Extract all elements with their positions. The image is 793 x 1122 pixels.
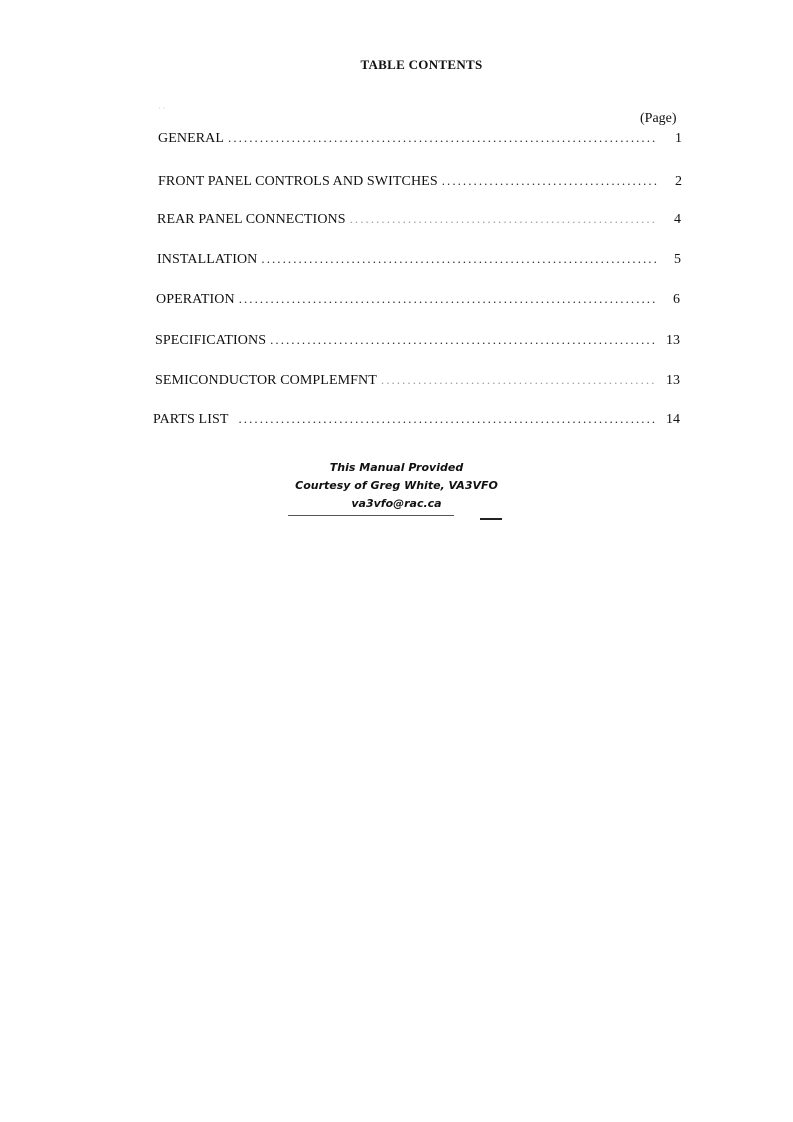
toc-entry-general xyxy=(158,130,682,150)
credit-line-1: This Manual Provided xyxy=(329,461,464,474)
toc-entry-parts-list xyxy=(153,411,680,431)
toc-entry-label: REAR PANEL CONNECTIONS xyxy=(157,212,346,227)
toc-entry-page: 2 xyxy=(675,174,682,189)
toc-entry-specifications xyxy=(155,332,680,352)
page-column-header: (Page) xyxy=(640,111,677,126)
toc-entry-page: 13 xyxy=(666,373,680,388)
dot-leader xyxy=(350,211,657,227)
toc-entry-semiconductor xyxy=(155,372,680,392)
dot-leader xyxy=(270,332,656,348)
dot-leader xyxy=(228,130,658,146)
page-title: TABLE CONTENTS xyxy=(360,57,483,72)
toc-entry-label: FRONT PANEL CONTROLS AND SWITCHES xyxy=(158,174,438,189)
dot-leader xyxy=(239,411,657,427)
toc-entry-label: SPECIFICATIONS xyxy=(155,333,267,348)
toc-entry-page: 1 xyxy=(675,131,682,146)
dot-leader xyxy=(442,173,658,189)
credit-email: va3vfo@rac.ca xyxy=(351,497,442,510)
toc-entry-page: 5 xyxy=(674,252,681,267)
underline-rule-short xyxy=(480,518,502,520)
toc-entry-page: 4 xyxy=(674,212,681,227)
credit-line-2: Courtesy of Greg White, VA3VFO xyxy=(295,479,498,492)
toc-entry-installation xyxy=(157,251,681,271)
dot-leader xyxy=(381,372,656,388)
toc-entry-label: OPERATION xyxy=(156,292,235,307)
toc-entry-page: 6 xyxy=(673,292,680,307)
underline-rule xyxy=(288,515,454,516)
dot-leader xyxy=(239,291,656,307)
scan-speck: · · xyxy=(158,104,166,113)
toc-entry-label: GENERAL xyxy=(158,131,225,146)
toc-entry-label: PARTS LIST xyxy=(153,412,229,427)
toc-entry-page: 13 xyxy=(666,333,680,348)
toc-entry-page: 14 xyxy=(666,412,680,427)
toc-entry-operation xyxy=(156,291,680,311)
toc-entry-rear-panel xyxy=(157,211,681,231)
toc-entry-label: SEMICONDUCTOR COMPLEMFNT xyxy=(155,373,377,388)
toc-entry-label: INSTALLATION xyxy=(157,252,258,267)
dot-leader xyxy=(261,251,657,267)
toc-entry-front-panel xyxy=(158,173,682,193)
